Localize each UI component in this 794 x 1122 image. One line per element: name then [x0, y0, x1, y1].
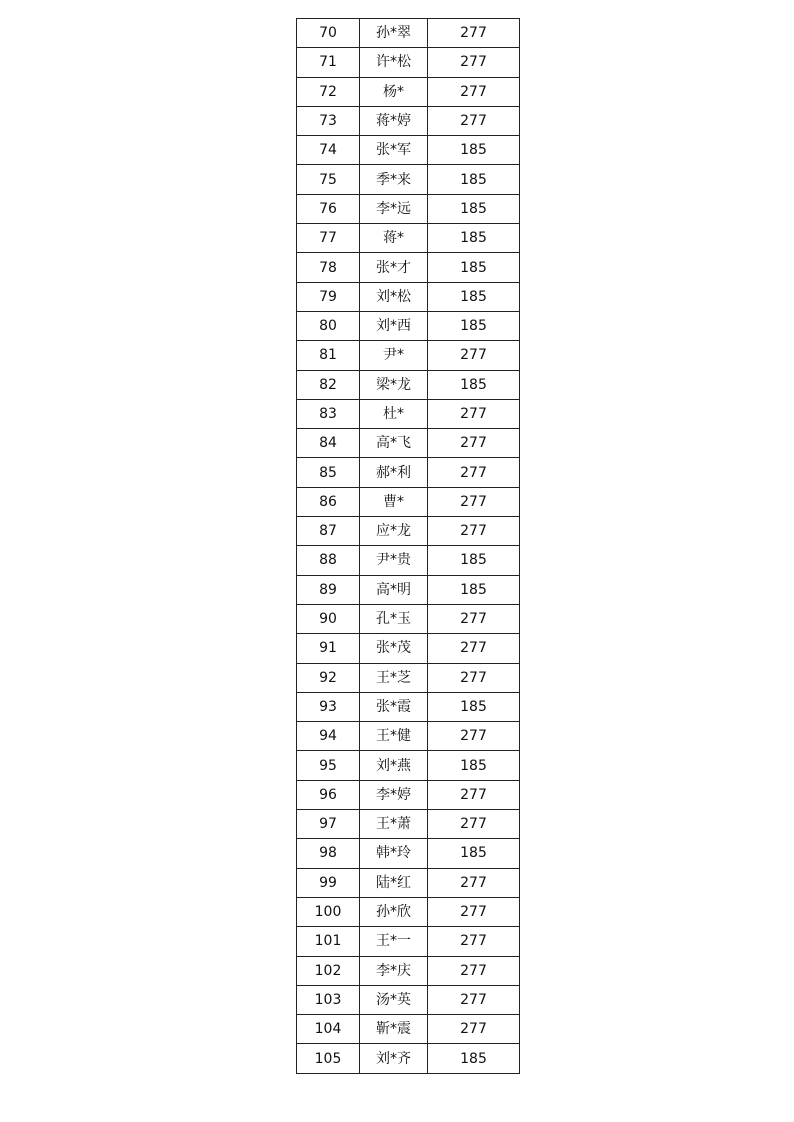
name-cell: 刘*齐	[360, 1044, 428, 1073]
roster-table-body	[297, 19, 520, 1074]
row-number-cell: 98	[297, 839, 360, 868]
amount-cell: 277	[428, 634, 520, 663]
name-cell: 杨*	[360, 77, 428, 106]
amount-cell: 277	[428, 487, 520, 516]
name-cell: 蒋*婷	[360, 106, 428, 135]
table-row	[297, 985, 520, 1014]
row-number-cell: 84	[297, 429, 360, 458]
table-row	[297, 224, 520, 253]
row-number-cell: 75	[297, 165, 360, 194]
table-row	[297, 311, 520, 340]
row-number-cell: 82	[297, 370, 360, 399]
amount-cell: 185	[428, 546, 520, 575]
amount-cell: 277	[428, 1015, 520, 1044]
row-number-cell: 96	[297, 780, 360, 809]
row-number-cell: 70	[297, 19, 360, 48]
table-row	[297, 722, 520, 751]
name-cell: 尹*	[360, 341, 428, 370]
name-cell: 张*茂	[360, 634, 428, 663]
name-cell: 季*来	[360, 165, 428, 194]
row-number-cell: 73	[297, 106, 360, 135]
table-row	[297, 634, 520, 663]
row-number-cell: 90	[297, 604, 360, 633]
amount-cell: 185	[428, 692, 520, 721]
row-number-cell: 86	[297, 487, 360, 516]
amount-cell: 277	[428, 722, 520, 751]
amount-cell: 277	[428, 458, 520, 487]
table-row	[297, 956, 520, 985]
table-row	[297, 19, 520, 48]
name-cell: 杜*	[360, 399, 428, 428]
table-row	[297, 282, 520, 311]
row-number-cell: 93	[297, 692, 360, 721]
amount-cell: 185	[428, 575, 520, 604]
table-row	[297, 399, 520, 428]
amount-cell: 185	[428, 224, 520, 253]
name-cell: 梁*龙	[360, 370, 428, 399]
name-cell: 李*远	[360, 194, 428, 223]
row-number-cell: 78	[297, 253, 360, 282]
table-row	[297, 546, 520, 575]
amount-cell: 277	[428, 77, 520, 106]
amount-cell: 185	[428, 282, 520, 311]
table-row	[297, 927, 520, 956]
roster-table	[296, 18, 520, 1074]
table-row	[297, 429, 520, 458]
name-cell: 孙*翠	[360, 19, 428, 48]
row-number-cell: 77	[297, 224, 360, 253]
amount-cell: 277	[428, 604, 520, 633]
name-cell: 汤*英	[360, 985, 428, 1014]
table-row	[297, 604, 520, 633]
amount-cell: 277	[428, 868, 520, 897]
amount-cell: 185	[428, 370, 520, 399]
table-row	[297, 165, 520, 194]
table-row	[297, 136, 520, 165]
row-number-cell: 92	[297, 663, 360, 692]
row-number-cell: 103	[297, 985, 360, 1014]
name-cell: 曹*	[360, 487, 428, 516]
table-row	[297, 487, 520, 516]
amount-cell: 277	[428, 19, 520, 48]
name-cell: 高*明	[360, 575, 428, 604]
table-row	[297, 341, 520, 370]
row-number-cell: 105	[297, 1044, 360, 1073]
row-number-cell: 102	[297, 956, 360, 985]
table-row	[297, 370, 520, 399]
row-number-cell: 83	[297, 399, 360, 428]
name-cell: 李*婷	[360, 780, 428, 809]
amount-cell: 277	[428, 48, 520, 77]
name-cell: 王*一	[360, 927, 428, 956]
table-row	[297, 517, 520, 546]
row-number-cell: 76	[297, 194, 360, 223]
table-row	[297, 1015, 520, 1044]
name-cell: 张*才	[360, 253, 428, 282]
name-cell: 尹*贵	[360, 546, 428, 575]
name-cell: 靳*震	[360, 1015, 428, 1044]
table-row	[297, 194, 520, 223]
amount-cell: 185	[428, 311, 520, 340]
row-number-cell: 80	[297, 311, 360, 340]
table-row	[297, 692, 520, 721]
amount-cell: 277	[428, 341, 520, 370]
row-number-cell: 89	[297, 575, 360, 604]
name-cell: 郝*利	[360, 458, 428, 487]
row-number-cell: 85	[297, 458, 360, 487]
table-row	[297, 106, 520, 135]
name-cell: 刘*燕	[360, 751, 428, 780]
amount-cell: 277	[428, 517, 520, 546]
name-cell: 陆*红	[360, 868, 428, 897]
name-cell: 许*松	[360, 48, 428, 77]
row-number-cell: 94	[297, 722, 360, 751]
row-number-cell: 74	[297, 136, 360, 165]
amount-cell: 185	[428, 751, 520, 780]
row-number-cell: 81	[297, 341, 360, 370]
name-cell: 孔*玉	[360, 604, 428, 633]
amount-cell: 185	[428, 839, 520, 868]
amount-cell: 277	[428, 399, 520, 428]
table-row	[297, 810, 520, 839]
name-cell: 应*龙	[360, 517, 428, 546]
name-cell: 李*庆	[360, 956, 428, 985]
amount-cell: 185	[428, 1044, 520, 1073]
amount-cell: 277	[428, 106, 520, 135]
name-cell: 孙*欣	[360, 897, 428, 926]
amount-cell: 277	[428, 429, 520, 458]
table-row	[297, 897, 520, 926]
name-cell: 张*军	[360, 136, 428, 165]
amount-cell: 277	[428, 956, 520, 985]
table-row	[297, 751, 520, 780]
name-cell: 蒋*	[360, 224, 428, 253]
row-number-cell: 72	[297, 77, 360, 106]
row-number-cell: 91	[297, 634, 360, 663]
amount-cell: 277	[428, 663, 520, 692]
amount-cell: 277	[428, 985, 520, 1014]
row-number-cell: 99	[297, 868, 360, 897]
table-row	[297, 839, 520, 868]
name-cell: 高*飞	[360, 429, 428, 458]
row-number-cell: 87	[297, 517, 360, 546]
amount-cell: 185	[428, 194, 520, 223]
name-cell: 王*健	[360, 722, 428, 751]
table-row	[297, 575, 520, 604]
table-row	[297, 458, 520, 487]
table-row	[297, 1044, 520, 1073]
name-cell: 刘*松	[360, 282, 428, 311]
amount-cell: 277	[428, 897, 520, 926]
name-cell: 刘*西	[360, 311, 428, 340]
amount-cell: 277	[428, 780, 520, 809]
row-number-cell: 88	[297, 546, 360, 575]
table-row	[297, 48, 520, 77]
row-number-cell: 79	[297, 282, 360, 311]
amount-cell: 277	[428, 810, 520, 839]
row-number-cell: 100	[297, 897, 360, 926]
name-cell: 王*芝	[360, 663, 428, 692]
table-row	[297, 253, 520, 282]
amount-cell: 185	[428, 136, 520, 165]
row-number-cell: 95	[297, 751, 360, 780]
table-row	[297, 868, 520, 897]
row-number-cell: 104	[297, 1015, 360, 1044]
amount-cell: 185	[428, 165, 520, 194]
row-number-cell: 71	[297, 48, 360, 77]
name-cell: 韩*玲	[360, 839, 428, 868]
name-cell: 张*霞	[360, 692, 428, 721]
amount-cell: 185	[428, 253, 520, 282]
table-row	[297, 77, 520, 106]
row-number-cell: 101	[297, 927, 360, 956]
name-cell: 王*萧	[360, 810, 428, 839]
amount-cell: 277	[428, 927, 520, 956]
table-row	[297, 663, 520, 692]
row-number-cell: 97	[297, 810, 360, 839]
table-row	[297, 780, 520, 809]
